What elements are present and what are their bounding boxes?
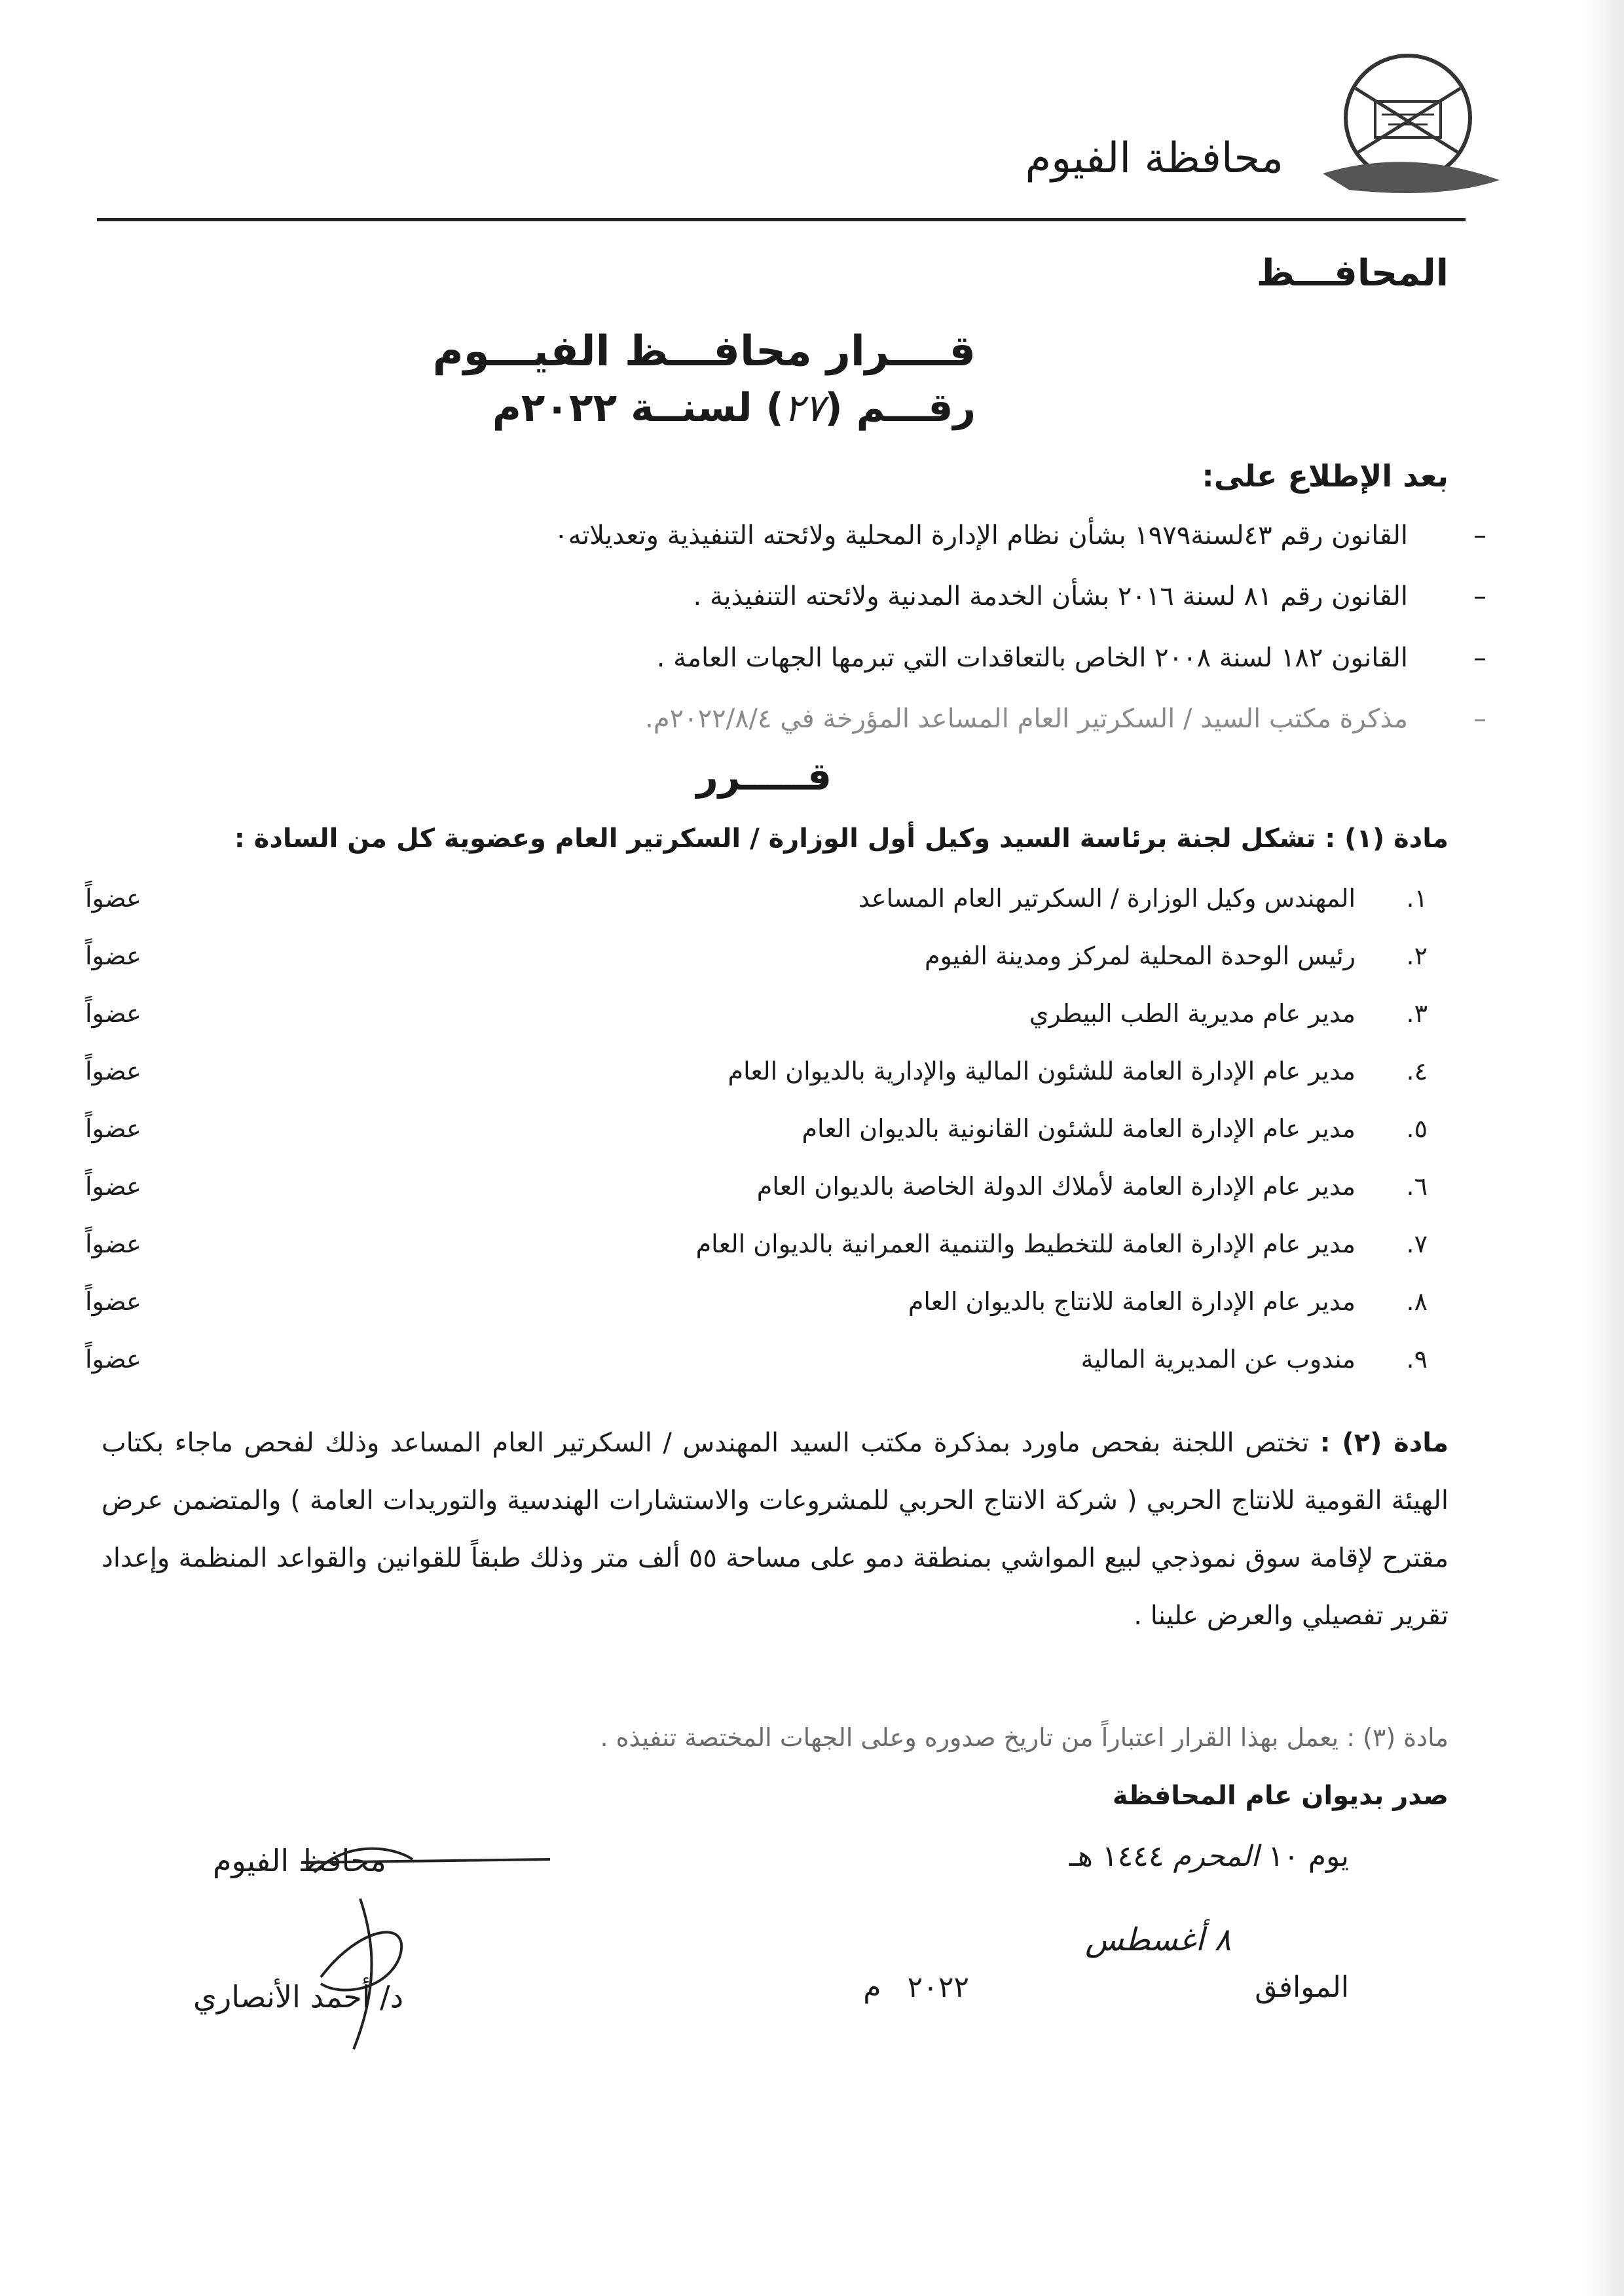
member-role: عضواً — [85, 941, 141, 970]
scan-edge — [1585, 0, 1624, 2296]
member-role: عضواً — [85, 1287, 141, 1316]
article-2-label: مادة (٢) : — [1320, 1428, 1449, 1458]
member-name: مدير عام مديرية الطب البيطري — [1029, 999, 1356, 1028]
governorate-name: محافظة الفيوم — [1025, 134, 1283, 183]
reference-text: القانون ١٨٢ لسنة ٢٠٠٨ الخاص بالتعاقدات التي تبرمها الجهات العامة . — [656, 643, 1408, 673]
member-number: ٤. — [1406, 1057, 1428, 1085]
article-3: مادة (٣) : يعمل بهذا القرار اعتباراً من تاريخ صدوره وعلى الجهات المختصة تنفيذه . — [600, 1723, 1449, 1752]
member-number: ٩. — [1406, 1345, 1428, 1374]
committee-member — [85, 1057, 1428, 1096]
member-role: عضواً — [85, 1172, 141, 1201]
member-role: عضواً — [85, 1230, 141, 1258]
reference-item: – القانون رقم ٨١ لسنة ٢٠١٦ بشأن الخدمة المدنية ولائحته التنفيذية . — [693, 581, 1486, 611]
hijri-date — [1069, 1840, 1349, 1873]
member-name: مدير عام الإدارة العامة للتخطيط والتنمية العمرانية بالديوان العام — [695, 1230, 1356, 1258]
hijri-year: ١٤٤٤ هـ — [1069, 1840, 1164, 1873]
member-name: مدير عام الإدارة العامة للشئون المالية والإدارية بالديوان العام — [728, 1057, 1356, 1085]
issued-at: صدر بديوان عام المحافظة — [1112, 1781, 1449, 1811]
decree-number-suffix: ) لسنــة ٢٠٢٢م — [492, 385, 784, 431]
committee-member — [85, 941, 1428, 981]
gregorian-year-suffix: م — [863, 1971, 881, 2004]
signatory-name: د/ أحمد الأنصاري — [193, 1979, 404, 2014]
member-name: المهندس وكيل الوزارة / السكرتير العام المساعد — [858, 884, 1356, 913]
member-number: ٦. — [1406, 1172, 1428, 1201]
member-number: ٨. — [1406, 1287, 1428, 1316]
signatory-title: محافظ الفيوم — [213, 1843, 386, 1878]
header-divider — [97, 218, 1466, 221]
decree-number-value: ٢٧ — [783, 386, 825, 430]
handwritten-signature — [262, 1833, 576, 2069]
preamble-heading: بعد الإطلاع على: — [1202, 458, 1449, 494]
gregorian-label: الموافق — [1255, 1971, 1349, 2004]
member-name: مدير عام الإدارة العامة للانتاج بالديوان العام — [908, 1287, 1356, 1316]
member-number: ٣. — [1406, 999, 1428, 1028]
gregorian-day-month: ٨ أغسطس — [1085, 1922, 1231, 1958]
member-role: عضواً — [85, 1345, 141, 1374]
article-2 — [101, 1414, 1449, 1645]
gregorian-year-value: ٢٠٢٢ — [907, 1971, 969, 2004]
decided-heading: قـــــرر — [696, 754, 832, 799]
member-name: مندوب عن المديرية المالية — [1080, 1345, 1356, 1374]
decree-number-prefix: رقـــم ( — [824, 385, 976, 431]
member-name: مدير عام الإدارة العامة لأملاك الدولة الخاصة بالديوان العام — [756, 1172, 1356, 1201]
decree-number — [492, 385, 976, 431]
member-number: ٥. — [1406, 1114, 1428, 1143]
member-number: ٧. — [1406, 1230, 1428, 1258]
gregorian-year — [863, 1971, 969, 2004]
member-role: عضواً — [85, 1057, 141, 1085]
article-1-heading: مادة (١) : تشكل لجنة برئاسة السيد وكيل أول الوزارة / السكرتير العام وعضوية كل من السادة : — [234, 824, 1449, 854]
committee-member — [85, 999, 1428, 1038]
committee-member — [85, 1345, 1428, 1384]
committee-member — [85, 1114, 1428, 1154]
committee-member — [85, 1172, 1428, 1211]
reference-item: – القانون رقم ٤٣لسنة١٩٧٩ بشأن نظام الإدارة المحلية ولائحته التنفيذية وتعديلاته٠ — [554, 520, 1486, 551]
member-role: عضواً — [85, 999, 141, 1028]
hijri-day: يوم ١٠ — [1268, 1840, 1349, 1873]
committee-member — [85, 884, 1428, 923]
member-number: ١. — [1406, 884, 1428, 913]
committee-member — [85, 1230, 1428, 1269]
governorate-seal-icon — [1310, 49, 1506, 200]
reference-item: – مذكرة مكتب السيد / السكرتير العام المساعد المؤرخة في ٢٠٢٢/٨/٤م. — [645, 704, 1486, 734]
member-role: عضواً — [85, 884, 141, 913]
article-2-text: تختص اللجنة بفحص ماورد بمذكرة مكتب السيد المهندس / السكرتير العام المساعد وذلك لفحص ماجاء بكتاب الهيئة القومية للانتاج الحربي ( شركة الانتاج الحربي للمشروعات والاستشارات الهندسية والتوريدات العامة ) والمتضمن عرض مقترح لإقامة سوق نموذجي لبيع المواشي بمنطقة دمو على مساحة ٥٥ ألف متر وذلك طبقاً للقوانين والقواعد المنظمة وإعداد تقرير تفصيلي والعرض علينا . — [101, 1428, 1449, 1631]
reference-item: – القانون ١٨٢ لسنة ٢٠٠٨ الخاص بالتعاقدات التي تبرمها الجهات العامة . — [656, 643, 1486, 673]
reference-text: القانون رقم ٤٣لسنة١٩٧٩ بشأن نظام الإدارة المحلية ولائحته التنفيذية وتعديلاته٠ — [554, 520, 1408, 551]
committee-member — [85, 1287, 1428, 1326]
office-title: المحافـــظ — [1256, 252, 1449, 295]
reference-text: مذكرة مكتب السيد / السكرتير العام المساعد المؤرخة في ٢٠٢٢/٨/٤م. — [645, 704, 1408, 734]
member-name: مدير عام الإدارة العامة للشئون القانونية بالديوان العام — [802, 1114, 1356, 1143]
hijri-month: المحرم — [1173, 1840, 1259, 1873]
member-name: رئيس الوحدة المحلية لمركز ومدينة الفيوم — [924, 941, 1356, 970]
reference-text: القانون رقم ٨١ لسنة ٢٠١٦ بشأن الخدمة المدنية ولائحته التنفيذية . — [693, 581, 1408, 611]
member-number: ٢. — [1406, 941, 1428, 970]
member-role: عضواً — [85, 1114, 141, 1143]
decree-title: قــــرار محافـــظ الفيـــوم — [432, 327, 976, 376]
